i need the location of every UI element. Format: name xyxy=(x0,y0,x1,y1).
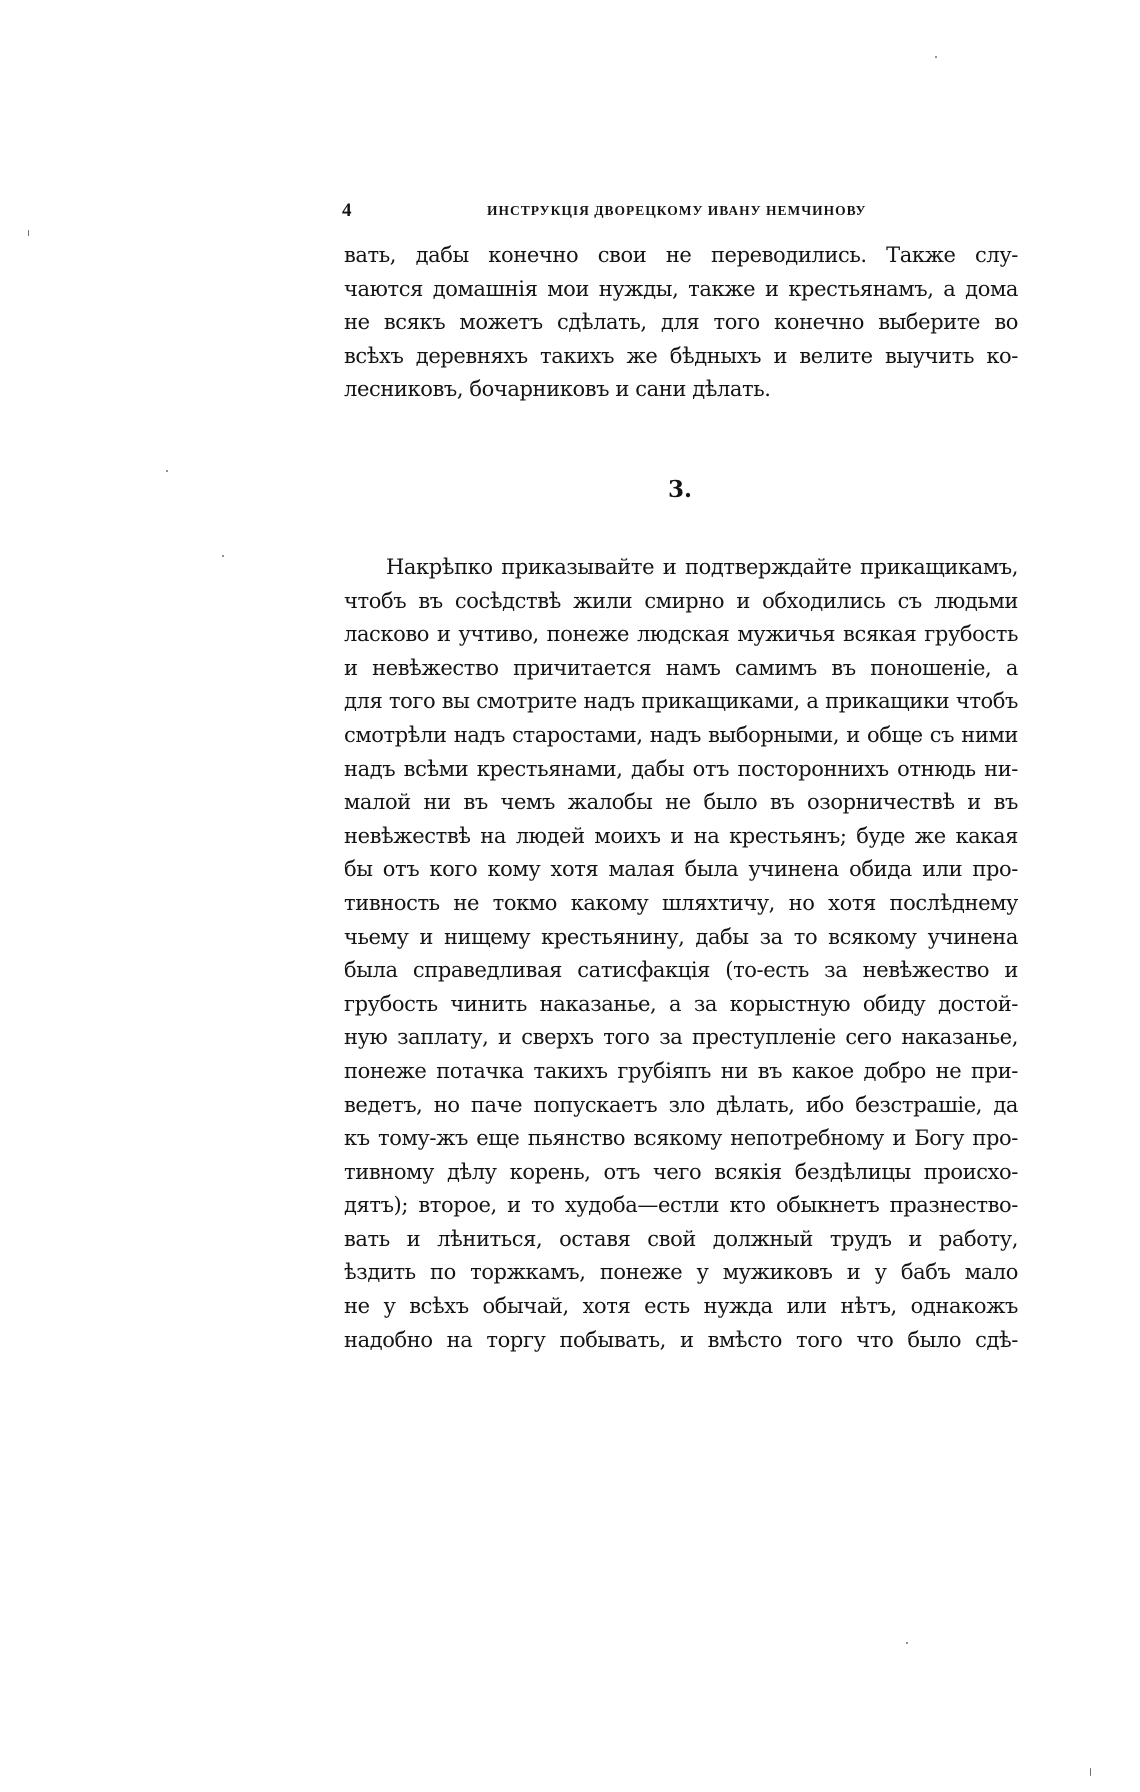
text-line: всѣхъ деревняхъ такихъ же бѣдныхъ и велите выучить ко- xyxy=(344,343,1018,368)
page-number: 4 xyxy=(342,200,352,221)
text-line: смотрѣли надъ старостами, надъ выборными, и обще съ ними xyxy=(344,722,1018,747)
text-line: ѣздить по торжкамъ, понеже у мужиковъ и у бабъ мало xyxy=(344,1260,1018,1285)
running-head xyxy=(342,200,1020,224)
text-line: тивность не токмо какому шляхтичу, но хотя послѣднему xyxy=(344,890,1018,915)
text-line: надъ всѣми крестьянами, дабы отъ постороннихъ отнюдь ни- xyxy=(344,756,1018,781)
text-line: грубость чинить наказанье, а за корыстную обиду достой- xyxy=(344,991,1018,1016)
text-line: и невѣжество причитается намъ самимъ въ поношеніе, а xyxy=(344,655,1018,680)
text-line: Накрѣпко приказывайте и подтверждайте прикащикамъ, xyxy=(386,555,1018,579)
text-line: чтобъ въ сосѣдствѣ жили смирно и обходились съ людьми xyxy=(344,588,1018,613)
text-line: дятъ); второе, и то худоба—естли кто обыкнетъ празнество- xyxy=(344,1193,1018,1218)
text-line: ведетъ, но паче попускаетъ зло дѣлать, ибо безстрашіе, да xyxy=(344,1092,1018,1117)
text-line: вать и лѣниться, оставя свой должный трудъ и работу, xyxy=(344,1226,1018,1251)
scan-speck xyxy=(28,230,29,236)
text-line: надобно на торгу побывать, и вмѣсто того что было сдѣ- xyxy=(344,1327,1018,1352)
paragraph-main xyxy=(344,551,1018,1357)
running-title: ИНСТРУКЦІЯ ДВОРЕЦКОМУ ИВАНУ НЕМЧИНОВУ xyxy=(487,203,867,218)
text-line: для того вы смотрите надъ прикащиками, а прикащики чтобъ xyxy=(344,689,1018,714)
paragraph-top xyxy=(344,239,1018,407)
text-line: малой ни въ чемъ жалобы не было въ озорничествѣ и въ xyxy=(344,790,1018,815)
text-line: лесниковъ, бочарниковъ и сани дѣлать. xyxy=(344,377,771,402)
text-line: ную заплату, и сверхъ того за преступленіе сего наказанье, xyxy=(344,1025,1018,1050)
scan-speck xyxy=(222,555,224,557)
section-number: 3. xyxy=(667,476,692,503)
text-line: не всякъ можетъ сдѣлать, для того конечно выберите во xyxy=(344,310,1018,335)
scan-speck xyxy=(935,56,937,58)
text-line: къ тому-жъ еще пьянство всякому непотребному и Богу про- xyxy=(344,1126,1018,1151)
text-line: была справедливая сатисфакція (то-есть за невѣжество и xyxy=(344,958,1018,983)
text-line: чьему и нищему крестьянину, дабы за то всякому учинена xyxy=(344,924,1018,949)
text-line: чаются домашнія мои нужды, также и крестьянамъ, а дома xyxy=(344,276,1018,301)
text-line: невѣжествѣ на людей моихъ и на крестьянъ; буде же какая xyxy=(344,823,1018,848)
text-line: бы отъ кого кому хотя малая была учинена обида или про- xyxy=(344,857,1018,882)
text-line: вать, дабы конечно свои не переводились. Также слу- xyxy=(344,243,1018,267)
scan-speck xyxy=(1090,1768,1091,1776)
text-line: понеже потачка такихъ грубіяпъ ни въ какое добро не при- xyxy=(344,1058,1018,1083)
text-line: не у всѣхъ обычай, хотя есть нужда или нѣтъ, однакожъ xyxy=(344,1294,1018,1319)
scan-speck xyxy=(906,1642,908,1644)
text-line: ласково и учтиво, понеже людская мужичья всякая грубость xyxy=(344,622,1018,647)
text-line: тивному дѣлу корень, отъ чего всякія бездѣлицы происхо- xyxy=(344,1159,1018,1184)
scan-speck xyxy=(166,470,168,472)
